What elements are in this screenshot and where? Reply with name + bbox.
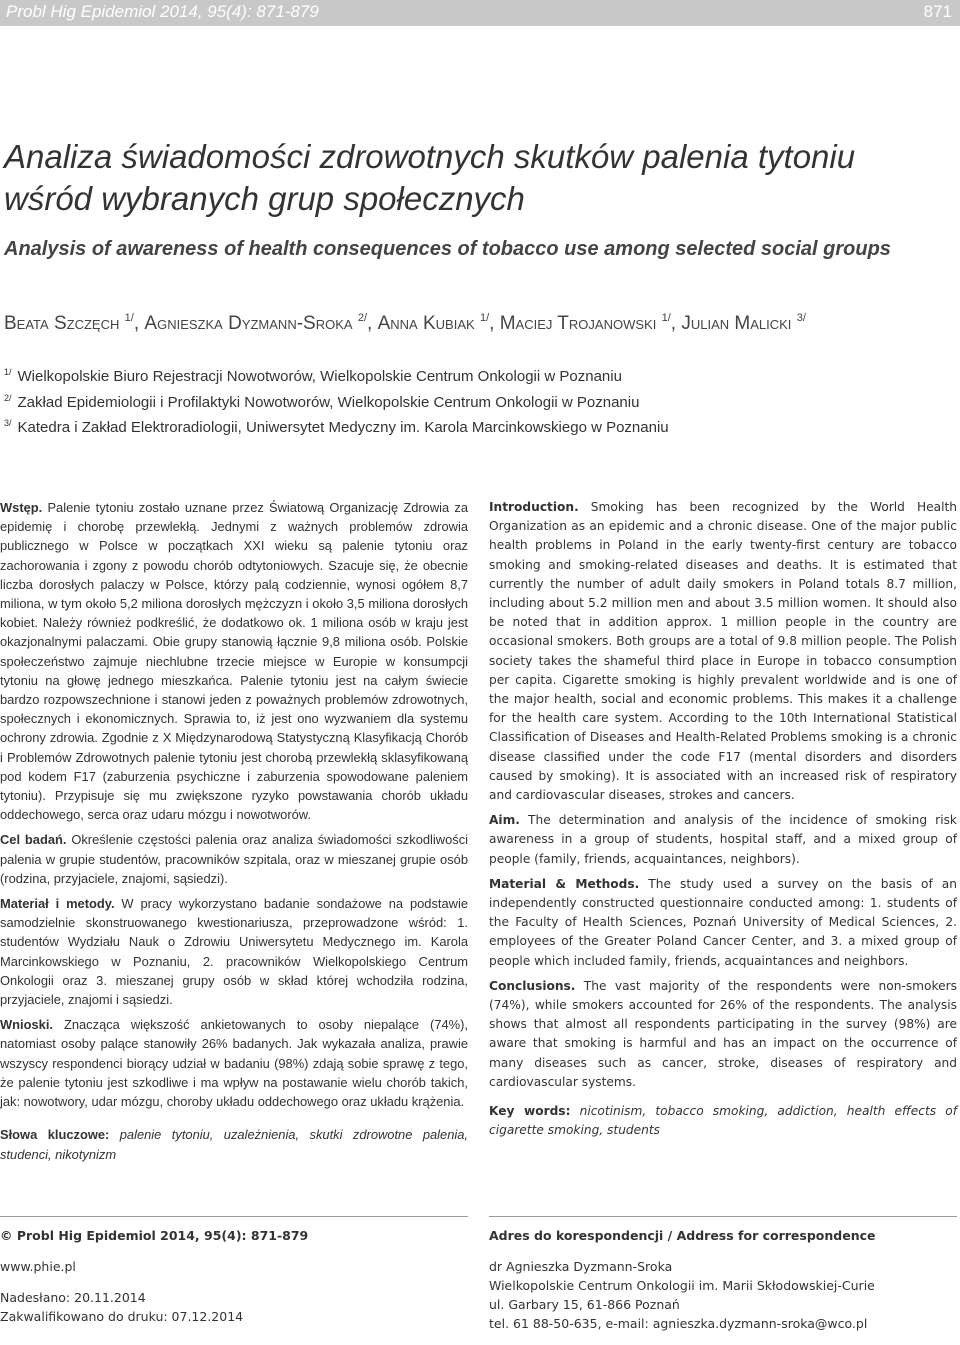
citation: © Probl Hig Epidemiol 2014, 95(4): 871-879: [0, 1228, 309, 1243]
page-number: 871: [923, 2, 952, 21]
keywords-polish: Słowa kluczowe: palenie tytoniu, uzależnienia, skutki zdrowotne palenia, studenci, nikotynizm: [0, 1127, 468, 1162]
affiliation: $^{2/}$ Zakład Epidemiologii i Profilaktyki Nowotworów, Wielkopolskie Centrum Onkologii w Poznaniu: [4, 392, 640, 411]
abstract-section: Introduction. Smoking has been recognized by the World Health Organization as an epidemic and a chronic disease. One of the major public health problems in Poland in the early twenty-first century are tobacco smoking and smoking-related diseases and deaths. It is estimated that currently the number of adult daily smokers in Poland totals 8.7 million, including about 5.2 million men and about 3.5 million women. It should also be noted that in addition approx. 1 million people in the country are occasional smokers. Both groups are a total of 9.8 million people. The Polish society takes the shameful third place in Europe in tobacco consumption per capita. Cigarette smoking is highly prevalent worldwide and is one of the major health, social and economic problems. This makes it a challenge for the health care system. According to the 10th International Statistical Classification of Diseases and Health-Related Problems smoking is a chronic disease classified under the code F17 (mental disorders and disorders caused by smoking). It is associated with an increased risk of respiratory and cardiovascular diseases, strokes and cancers.: [489, 500, 957, 803]
keywords-english: Key words: nicotinism, tobacco smoking, addiction, health effects of cigarette smoking, students: [489, 1104, 957, 1138]
correspondence-contact: tel. 61 88-50-635, e-mail: agnieszka.dyzmann-sroka@wco.pl: [489, 1316, 868, 1331]
correspondence-heading: Adres do korespondencji / Address for correspondence: [489, 1228, 876, 1243]
author: Beata Szczęch $^{1/}$: [4, 312, 134, 334]
abstract-section: Cel badań. Określenie częstości palenia oraz analiza świadomości szkodliwości palenia w grupie studentów, pracowników szpitala, oraz w mieszanej grupie osób (rodzina, przyjaciele, znajomi, sąsiedzi).: [0, 832, 468, 886]
abstract-polish: [0, 498, 468, 1170]
correspondence-institution: Wielkopolskie Centrum Onkologii im. Marii Skłodowskiej-Curie: [489, 1278, 875, 1293]
author-list: Beata Szczęch $^{1/}$, Agnieszka Dyzmann-Sroka $^{2/}$, Anna Kubiak $^{1/}$, Maciej Trojanowski $^{1/}$, Julian Malicki $^{3/}$: [4, 312, 806, 334]
publication-info: [0, 1226, 468, 1326]
article-title: Analiza świadomości zdrowotnych skutków palenia tytoniu wśród wybranych grup społecznych: [4, 138, 856, 217]
affiliation-list: [4, 362, 954, 439]
footer-divider: [0, 1216, 468, 1217]
abstract-english: [489, 498, 957, 1147]
author: Maciej Trojanowski $^{1/}$: [499, 312, 671, 334]
abstract-section: Aim. The determination and analysis of the incidence of smoking risk awareness in a group of students, hospital staff, and a mixed group of people (family, friends, acquaintances, neighbors).: [489, 813, 957, 866]
affiliation: $^{1/}$ Wielkopolskie Biuro Rejestracji Nowotworów, Wielkopolskie Centrum Onkologii w Poznaniu: [4, 367, 622, 385]
author: Agnieszka Dyzmann-Sroka $^{2/}$: [144, 312, 368, 334]
abstract-section: Material & Methods. The study used a survey on the basis of an independently constructed questionnaire conducted among: 1. students of the Faculty of Health Sciences, Poznań University of Medical Sciences, 2. employees of the Greater Poland Cancer Center, and 3. a mixed group of people which included family, friends, acquaintances and neighbors.: [489, 876, 958, 968]
author: Anna Kubiak $^{1/}$: [377, 312, 490, 334]
correspondence-name: dr Agnieszka Dyzmann-Sroka: [489, 1259, 673, 1274]
received-date: Nadesłano: 20.11.2014: [0, 1290, 146, 1305]
journal-header-bar: [0, 0, 960, 26]
footer-divider: [489, 1216, 957, 1217]
abstract-section: Materiał i metody. W pracy wykorzystano badanie sondażowe na podstawie samodzielnie skonstruowanego kwestionariusza, przeprowadzone wśród: 1. studentów Wydziału Nauk o Zdrowiu Uniwersytetu Medycznego im. Karola Marcinkowskiego w Poznaniu, 2. pracowników Wielkopolskiego Centrum Onkologii oraz 3. mieszanej grupy osób w skład której wchodziła rodzina, przyjaciele, znajomi i sąsiedzi.: [0, 896, 468, 1008]
journal-citation: Probl Hig Epidemiol 2014, 95(4): 871-879: [6, 2, 319, 21]
abstract-section: Conclusions. The vast majority of the respondents were non-smokers (74%), while smokers accounted for 26% of the respondents. The analysis shows that almost all respondents participating in the survey (98%) are aware that smoking is harmful and has an impact on the occurrence of many diseases such as cancer, stroke, diseases of respiratory and cardiovascular systems.: [489, 978, 957, 1089]
correspondence-address: [489, 1226, 957, 1333]
abstract-section: Wnioski. Znacząca większość ankietowanych to osoby niepalące (74%), natomiast osoby palące stanowiły 26% badanych. Jak wykazała analiza, prawie wszyscy respondenci biorący udział w badaniu (98%) zdają sobie sprawę z tego, że palenie tytoniu jest szkodliwe i ma wpływ na postawanie wielu chorób takich, jak: nowotwory, udar mózgu, choroby układu oddechowego oraz układu krążenia.: [0, 1017, 468, 1110]
accepted-date: Zakwalifikowano do druku: 07.12.2014: [0, 1309, 244, 1324]
article-subtitle: Analysis of awareness of health consequences of tobacco use among selected social groups: [4, 238, 891, 260]
abstract-section: Wstęp. Palenie tytoniu zostało uznane przez Światową Organizację Zdrowia za epidemię i chorobę przewlekłą. Jednymi z ważnych problemów zdrowia publicznego w Polsce w początkach XXI wieku są palenie tytoniu oraz zachorowania i zgony z powodu chorób odtytoniowych. Szacuje się, że obecnie liczba dorosłych palaczy w Polsce, którzy palą codziennie, wynosi ogółem 8,7 miliona, w tym około 5,2 miliona dorosłych mężczyzn i około 3,5 miliona dorosłych kobiet. Należy również podkreślić, że dodatkowo ok. 1 miliona osób w kraju jest okazjonalnymi palaczami. Obie grupy stanowią łącznie 9,8 miliona osób. Polskie społeczeństwo zajmuje niechlubne trzecie miejsce w Europie w konsumpcji tytoniu na głowę jednego mieszkańca. Palenie tytoniu jest na całym świecie bardzo rozpowszechnione i stanowi jeden z poważnych problemów zdrowotnych, społecznych i ekonomicznych. Sprawia to, iż jest ono wyzwaniem dla systemu ochrony zdrowia. Zgodnie z X Międzynarodową Statystyczną Klasyfikacją Chorób i Problemów Zdrowotnych palenie tytoniu jest chorobą przewlekłą sklasyfikowaną pod kodem F17 (zaburzenia psychiczne i zaburzenia spowodowane paleniem tytoniu). Przypisuje się mu zwiększone ryzyko powstawania chorób układu oddechowego, serca oraz udaru mózgu i nowotworów.: [0, 500, 468, 823]
journal-url-link[interactable]: www.phie.pl: [0, 1259, 76, 1274]
author: Julian Malicki $^{3/}$: [681, 312, 806, 334]
correspondence-street: ul. Garbary 15, 61-866 Poznań: [489, 1297, 680, 1312]
affiliation: $^{3/}$ Katedra i Zakład Elektroradiologii, Uniwersytet Medyczny im. Karola Marcinkowskiego w Poznaniu: [4, 418, 669, 436]
